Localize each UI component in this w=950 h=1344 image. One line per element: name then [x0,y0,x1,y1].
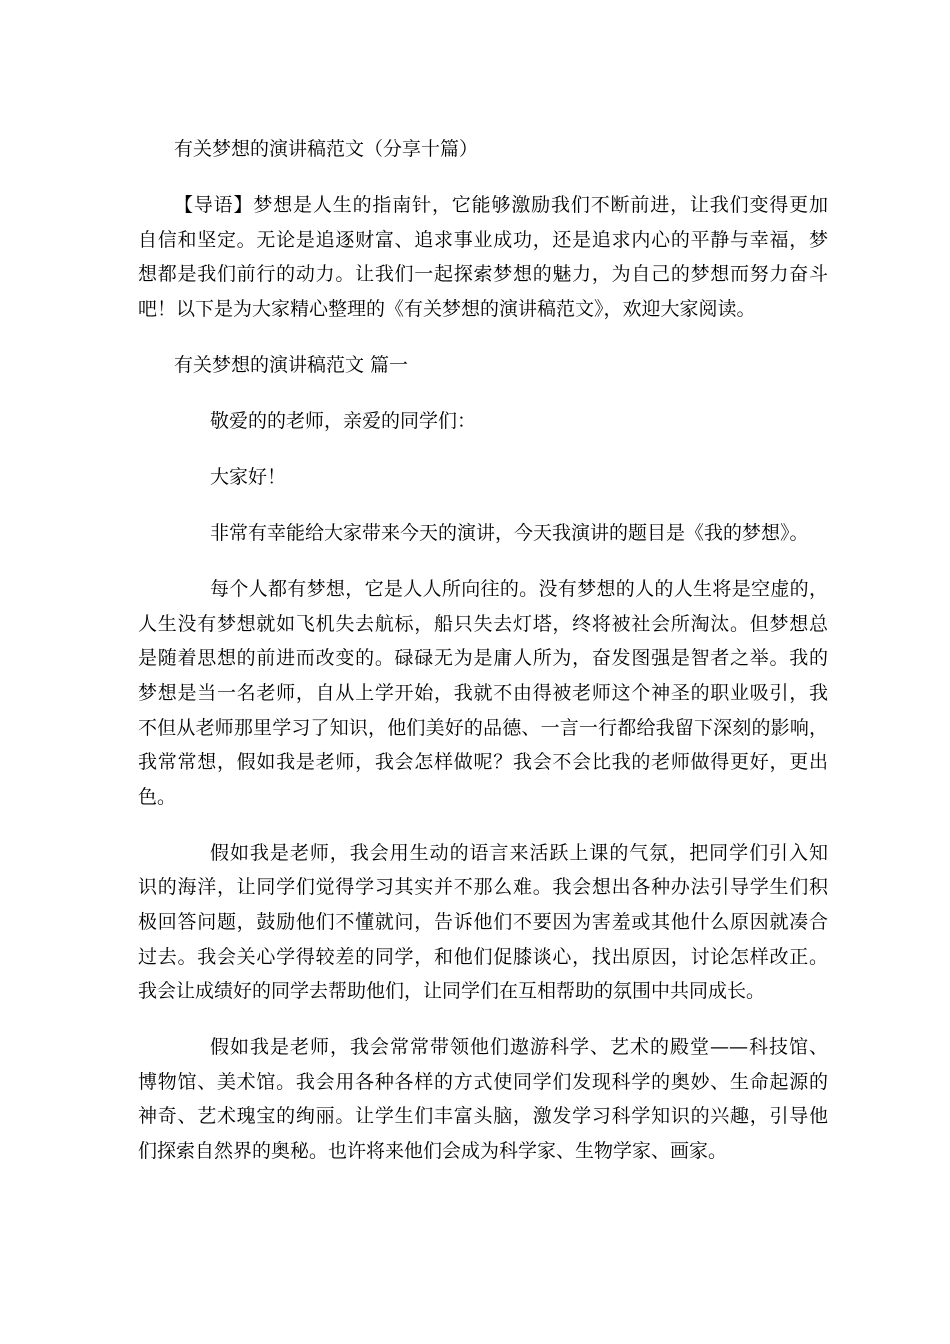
intro-line: 吧！以下是为大家精心整理的《有关梦想的演讲稿范文》，欢迎大家阅读。 [138,298,756,320]
paragraph-line: 假如我是老师，我会用生动的语言来活跃上课的气氛，把同学们引入知 [210,842,828,864]
paragraph-line: 们探索自然界的奥秘。也许将来他们会成为科学家、生物学家、画家。 [138,1140,728,1162]
paragraph-line: 博物馆、美术馆。我会用各种各样的方式使同学们发现科学的奥妙、生命起源的 [138,1071,828,1093]
paragraph-line: 我会让成绩好的同学去帮助他们，让同学们在互相帮助的氛围中共同成长。 [138,980,766,1002]
paragraph-line: 过去。我会关心学得较差的同学，和他们促膝谈心，找出原因，讨论怎样改正。 [138,946,828,968]
paragraph-line: 人生没有梦想就如飞机失去航标，船只失去灯塔，终将被社会所淘汰。但梦想总 [138,613,828,635]
paragraph-line: 梦想是当一名老师，自从上学开始，我就不由得被老师这个神圣的职业吸引，我 [138,682,828,704]
salutation: 敬爱的的老师，亲爱的同学们： [210,410,477,432]
intro-line: 想都是我们前行的动力。让我们一起探索梦想的魅力，为自己的梦想而努力奋斗 [138,263,828,285]
section-heading: 有关梦想的演讲稿范文 篇一 [174,354,409,376]
intro-line: 【导语】梦想是人生的指南针，它能够激励我们不断前进，让我们变得更加 [174,194,828,216]
paragraph-line: 极回答问题，鼓励他们不懂就问，告诉他们不要因为害羞或其他什么原因就凑合 [138,911,828,933]
intro-line: 自信和坚定。无论是追逐财富、追求事业成功，还是追求内心的平静与幸福，梦 [138,229,828,251]
document-title: 有关梦想的演讲稿范文（分享十篇） [174,138,479,160]
paragraph-line: 假如我是老师，我会常常带领他们遨游科学、艺术的殿堂——科技馆、 [210,1036,828,1058]
greeting: 大家好！ [210,466,287,488]
paragraph-line: 每个人都有梦想，它是人人所向往的。没有梦想的人的人生将是空虚的， [210,578,828,600]
opening-line: 非常有幸能给大家带来今天的演讲，今天我演讲的题目是《我的梦想》。 [210,522,809,544]
paragraph-line: 不但从老师那里学习了知识，他们美好的品德、一言一行都给我留下深刻的影响， [138,717,828,739]
paragraph-line: 是随着思想的前进而改变的。碌碌无为是庸人所为，奋发图强是智者之举。我的 [138,647,828,669]
paragraph-line: 识的海洋，让同学们觉得学习其实并不那么难。我会想出各种办法引导学生们积 [138,876,828,898]
paragraph-line: 我常常想，假如我是老师，我会怎样做呢？我会不会比我的老师做得更好，更出 [138,751,828,773]
paragraph-line: 色。 [138,786,177,808]
paragraph-line: 神奇、艺术瑰宝的绚丽。让学生们丰富头脑，激发学习科学知识的兴趣，引导他 [138,1105,828,1127]
